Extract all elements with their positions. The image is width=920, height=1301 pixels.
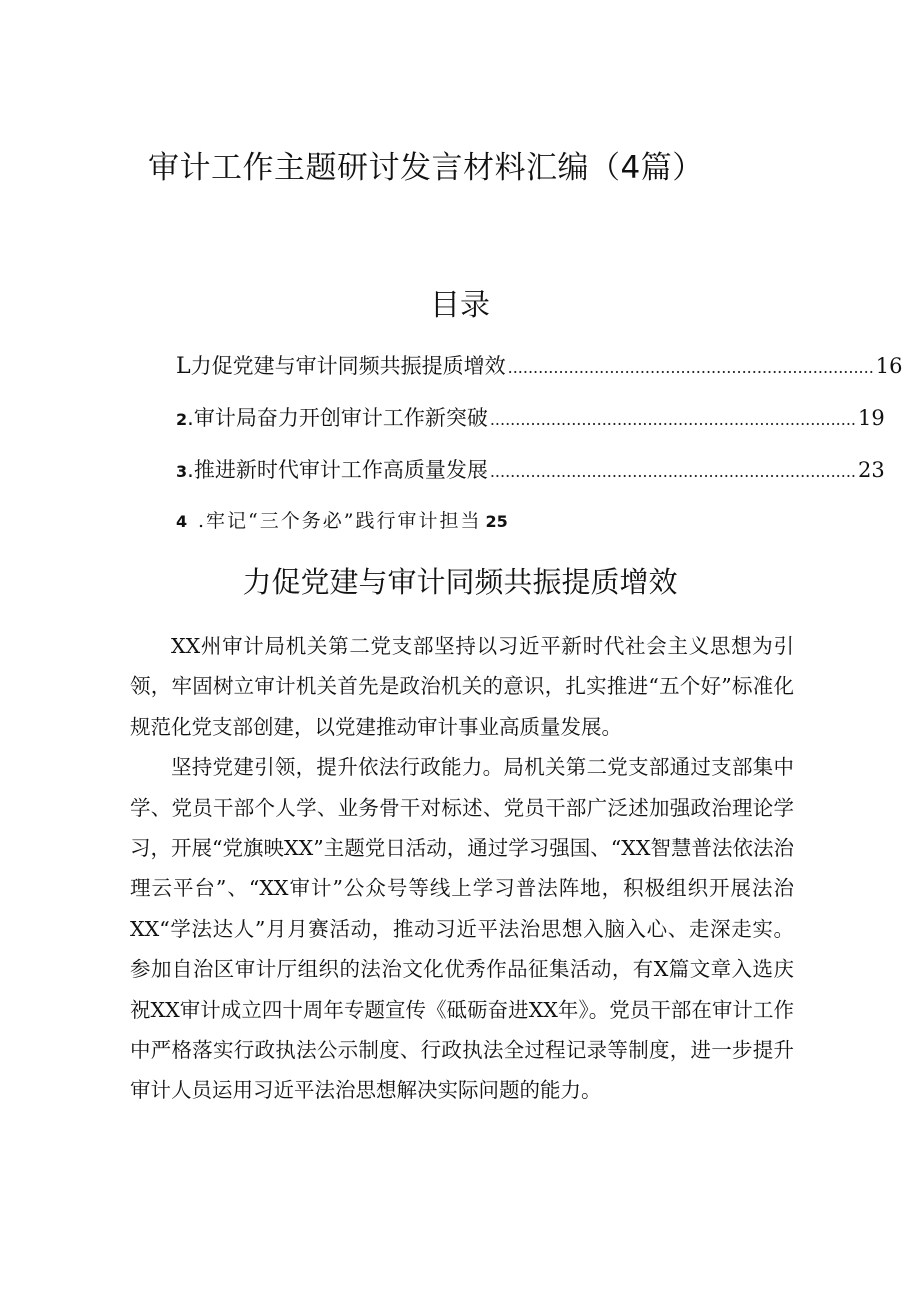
toc-entry-page: 19	[858, 406, 885, 430]
section-title: 力促党建与审计同频共振提质增效	[242, 565, 678, 599]
section-body	[130, 626, 794, 1111]
toc-entry-3[interactable]	[176, 454, 885, 506]
toc-entry-page: 23	[858, 458, 885, 482]
body-paragraph-2: 坚持党建引领，提升依法行政能力。局机关第二党支部通过支部集中学、党员干部个人学、业务骨干对标述、党员干部广泛述加强政治理论学习，开展“党旗映XX”主题党日活动，通过学习强国、“XX智慧普法依法治理云平台”、“XX审计”公众号等线上学习普法阵地，积极组织开展法治XX“学法达人”月月赛活动，推动习近平法治思想入脑入心、走深走实。参加自治区审计厅组织的法治文化优秀作品征集活动，有X篇文章入选庆祝XX审计成立四十周年专题宣传《砥砺奋进XX年》。党员干部在审计工作中严格落实行政执法公示制度、行政执法全过程记录等制度，进一步提升审计人员运用习近平法治思想解决实际问题的能力。	[130, 755, 794, 1103]
toc-entry-1[interactable]	[176, 350, 903, 402]
toc-entry-number: 4	[176, 512, 188, 531]
toc-leader-dots: ........................................................................	[489, 462, 857, 481]
toc-entry-number: 3	[176, 462, 188, 481]
body-paragraph-1: XX州审计局机关第二党支部坚持以习近平新时代社会主义思想为引领，牢固树立审计机关首先是政治机关的意识，扎实推进“五个好”标准化规范化党支部创建，以党建推动审计事业高质量发展。	[130, 634, 794, 739]
toc-entry-2[interactable]	[176, 402, 885, 454]
toc-entry-number: L	[176, 354, 191, 379]
document-title: 审计工作主题研讨发言材料汇编（4篇）	[148, 150, 704, 186]
toc-entry-page: 25	[485, 512, 508, 531]
toc-leader-dots: ........................................................................	[507, 358, 874, 377]
toc-entry-title: .牢记“三个务必”践行审计担当	[198, 510, 482, 532]
toc-entry-title: .推进新时代审计工作高质量发展	[187, 458, 488, 482]
table-of-contents	[176, 350, 903, 558]
toc-entry-number: 2	[176, 410, 188, 429]
toc-entry-page: 16	[875, 354, 903, 378]
toc-entry-title: .审计局奋力开创审计工作新突破	[187, 406, 488, 430]
toc-leader-dots: ........................................................................	[489, 410, 857, 429]
toc-entry-title: 力促党建与审计同频共振提质增效	[190, 354, 506, 378]
toc-heading: 目录	[430, 288, 490, 323]
toc-entry-4[interactable]	[176, 506, 766, 558]
